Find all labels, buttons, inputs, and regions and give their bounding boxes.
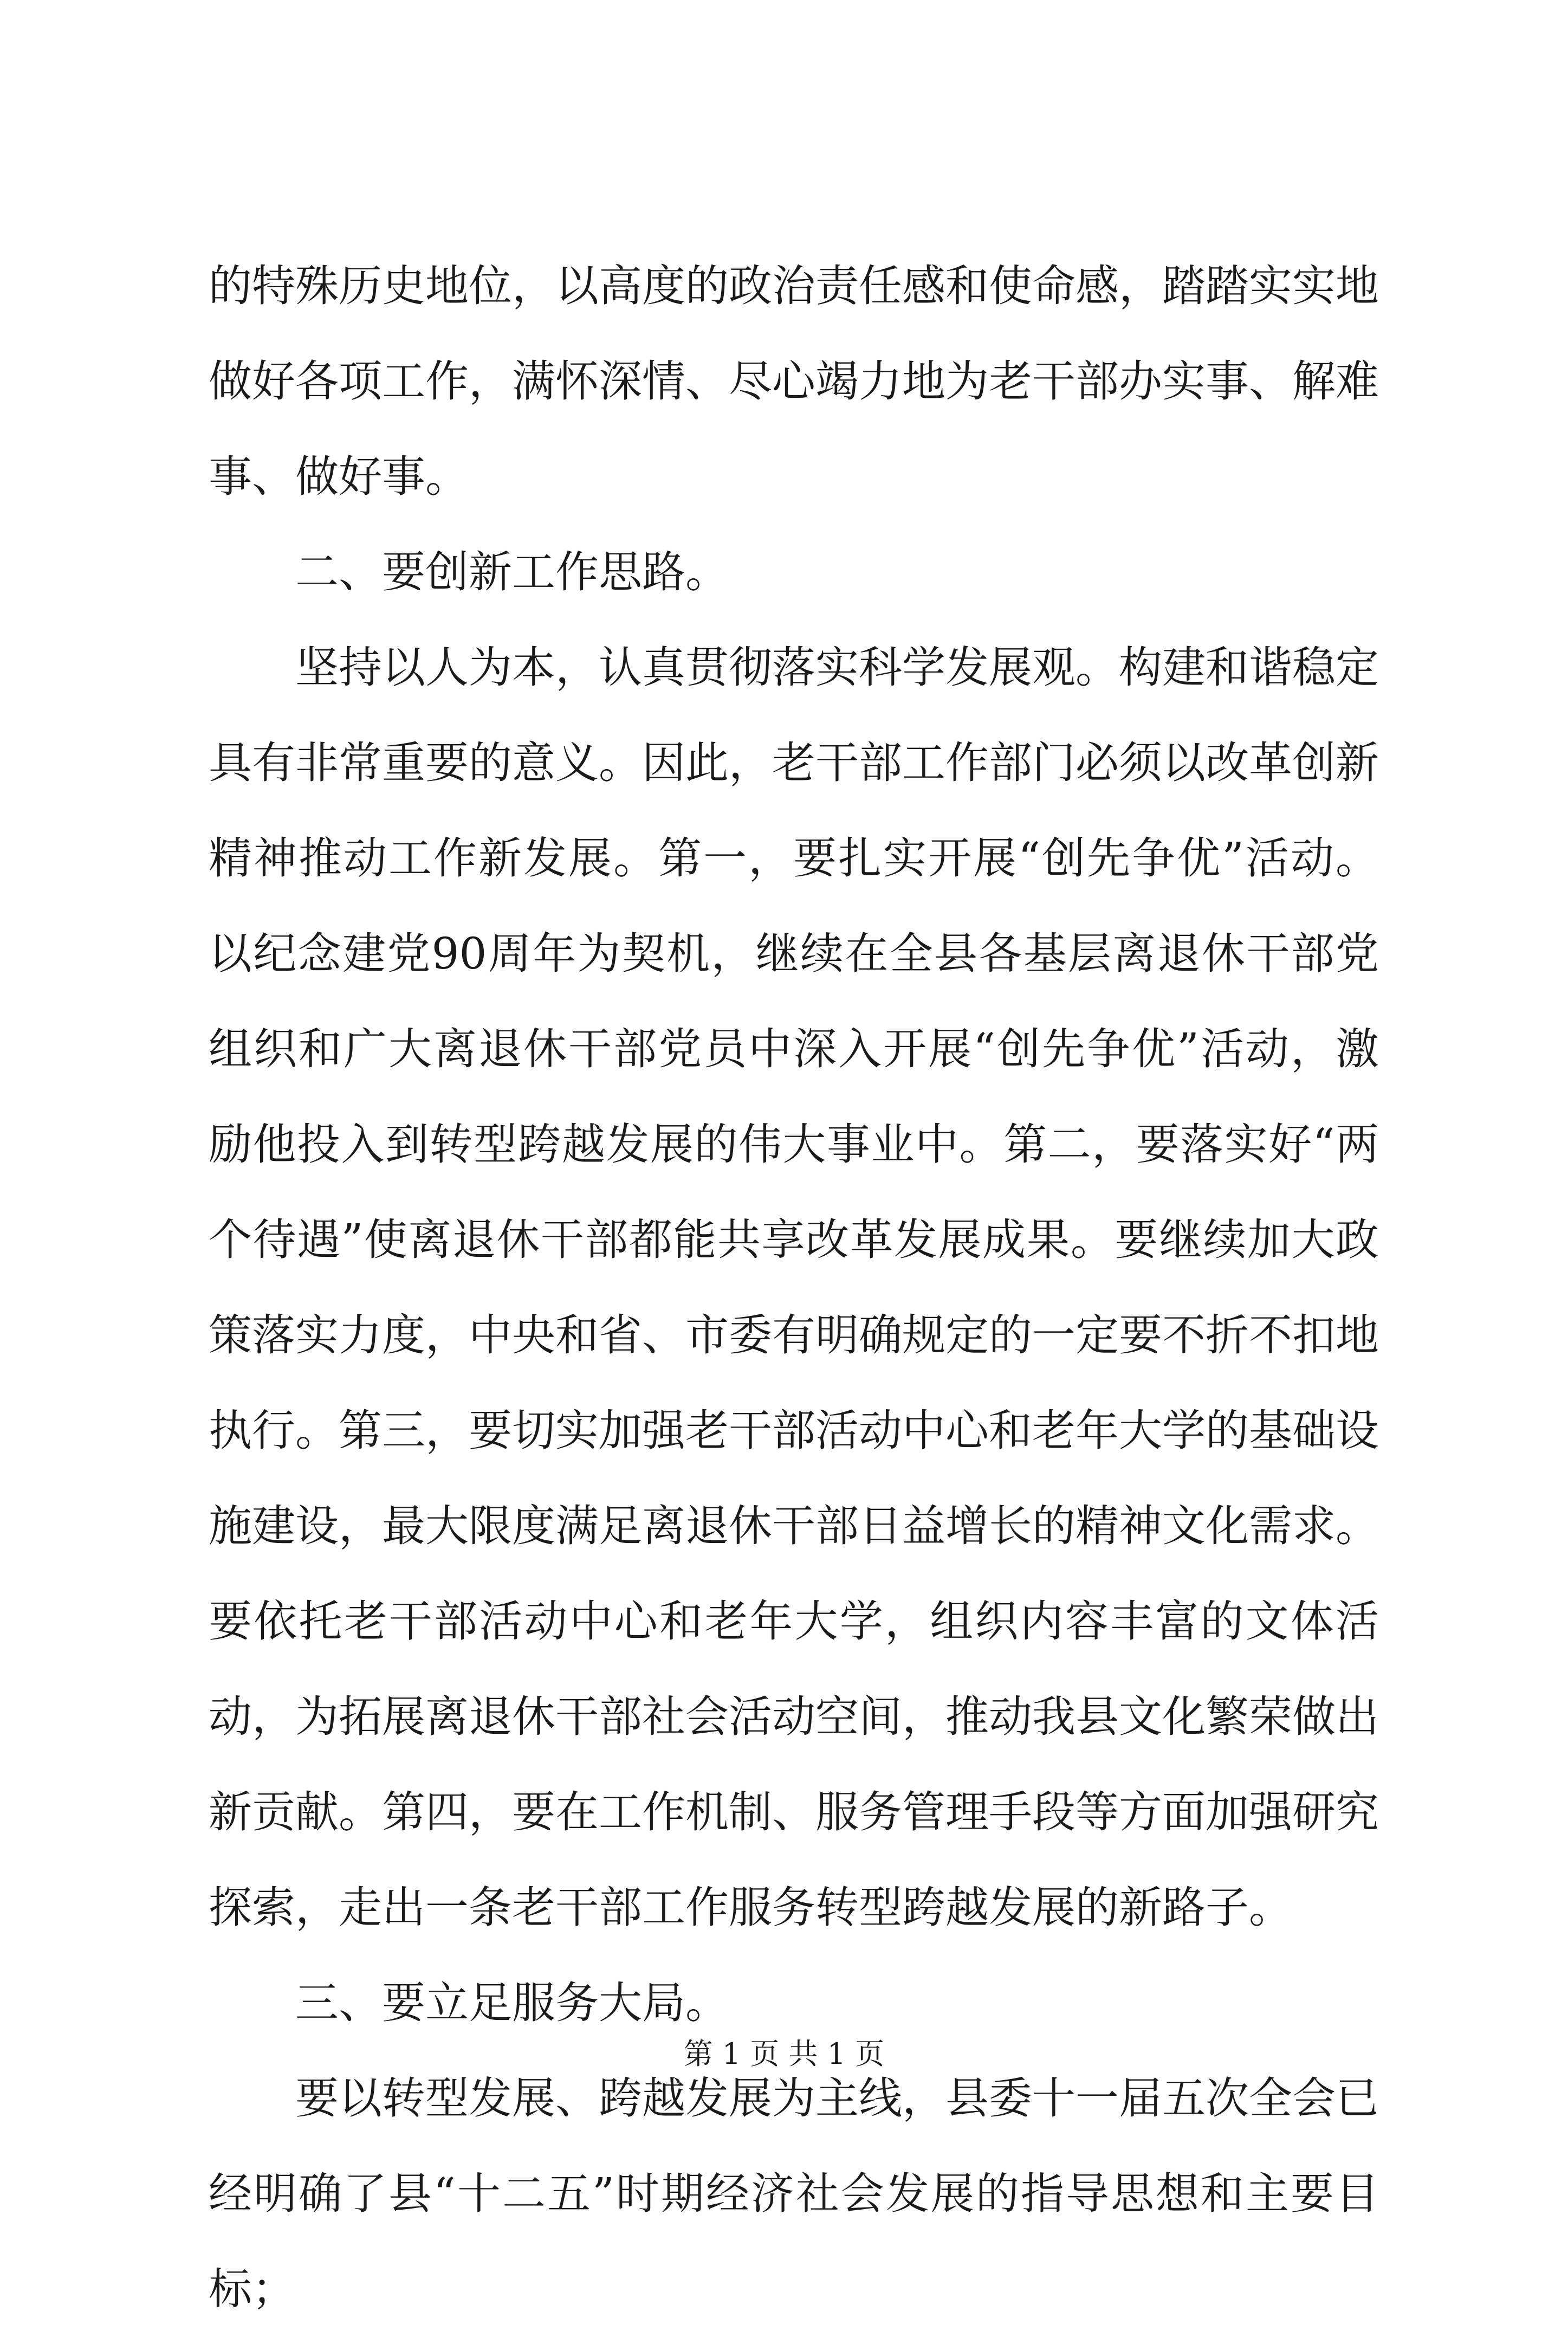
paragraph-body: 坚持以人为本，认真贯彻落实科学发展观。构建和谐稳定具有非常重要的意义。因此，老干部工作部门必须以改革创新精神推动工作新发展。第一，要扎实开展“创先争优”活动。以纪念建党90周年为契机，继续在全县各基层离退休干部党组织和广大离退休干部党员中深入开展“创先争优”活动，激励他投入到转型跨越发展的伟大事业中。第二，要落实好“两个待遇”使离退休干部都能共享改革发展成果。要继续加大政策落实力度，中央和省、市委有明确规定的一定要不折不扣地执行。第三，要切实加强老干部活动中心和老年大学的基础设施建设，最大限度满足离退休干部日益增长的精神文化需求。要依托老干部活动中心和老年大学，组织内容丰富的文体活动，为拓展离退休干部社会活动空间，推动我县文化繁荣做出新贡献。第四，要在工作机制、服务管理手段等方面加强研究探索，走出一条老干部工作服务转型跨越发展的新路子。 xyxy=(209,642,1379,1933)
section-heading-2: 二、要创新工作思路。 xyxy=(295,547,729,597)
page-number-label: 第 1 页 共 1 页 xyxy=(683,2037,885,2071)
section-heading-3: 三、要立足服务大局。 xyxy=(295,1978,729,2028)
page-footer xyxy=(0,2035,1568,2073)
document-body xyxy=(209,238,1379,2337)
paragraph-continuation: 的特殊历史地位，以高度的政治责任感和使命感，踏踏实实地做好各项工作，满怀深情、尽心竭力地为老干部办实事、解难事、做好事。 xyxy=(209,261,1379,502)
paragraph-body: 要以转型发展、跨越发展为主线，县委十一届五次全会已经明确了县“十二五”时期经济社会发展的指导思想和主要目标； xyxy=(209,2073,1379,2314)
